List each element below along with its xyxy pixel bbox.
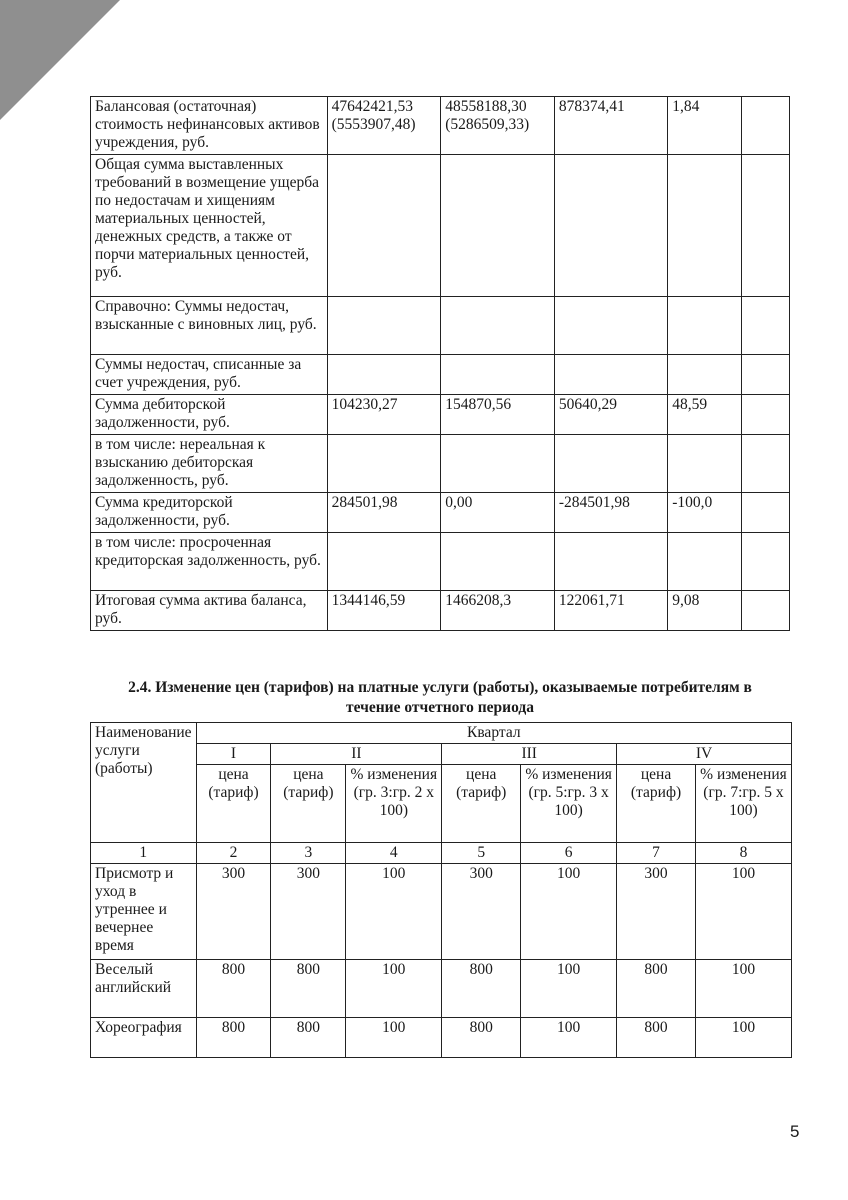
column-number: 2 [196,843,271,864]
table-row [91,395,790,435]
row-label: Справочно: Суммы недостач, взысканные с виновных лиц, руб. [91,297,328,355]
header-pct: % изменения (гр. 3:гр. 2 х 100) [346,765,442,843]
cell [668,533,742,591]
table-row [91,297,790,355]
cell: 122061,71 [554,591,667,631]
cell: 100 [521,864,617,960]
cell [441,435,555,493]
cell [327,297,441,355]
cell: 878374,41 [554,97,667,155]
cell [741,591,789,631]
cell [441,297,555,355]
cell [327,355,441,395]
header-q4: IV [617,744,792,765]
row-label: Суммы недостач, списанные за счет учреждения, руб. [91,355,328,395]
cell [741,395,789,435]
cell: 1466208,3 [441,591,555,631]
cell [554,297,667,355]
header-row [91,723,792,744]
cell: 800 [442,1018,521,1058]
table-row [91,533,790,591]
column-numbers-row [91,843,792,864]
cell: 9,08 [668,591,742,631]
page-number: 5 [790,1122,800,1141]
cell [668,435,742,493]
column-number: 5 [442,843,521,864]
row-label: Общая сумма выставленных требований в возмещение ущерба по недостачам и хищениям материальных ценностей, денежных средств, а также от порчи материальных ценностей, руб. [91,155,328,297]
header-pct: % изменения (гр. 5:гр. 3 х 100) [521,765,617,843]
cell [668,155,742,297]
cell: 0,00 [441,493,555,533]
service-name: Хореография [91,1018,197,1058]
cell: 300 [271,864,346,960]
cell [741,297,789,355]
column-number: 3 [271,843,346,864]
table-row [91,435,790,493]
row-label: Сумма дебиторской задолженности, руб. [91,395,328,435]
cell: 100 [346,864,442,960]
cell [554,155,667,297]
balance-table [90,96,790,631]
cell [741,355,789,395]
cell: 800 [196,1018,271,1058]
header-price: цена (тариф) [196,765,271,843]
row-label: Сумма кредиторской задолженности, руб. [91,493,328,533]
section-title [90,678,790,718]
row-label: в том числе: нереальная к взысканию дебиторская задолженность, руб. [91,435,328,493]
column-number: 6 [521,843,617,864]
header-row [91,765,792,843]
cell [327,533,441,591]
cell [741,97,789,155]
table-row [91,1018,792,1058]
column-number: 8 [695,843,791,864]
service-name: Присмотр и уход в утреннее и вечернее время [91,864,197,960]
table-row [91,960,792,1018]
header-q3: III [442,744,617,765]
cell [441,155,555,297]
header-price: цена (тариф) [442,765,521,843]
header-q1: I [196,744,271,765]
cell: 100 [521,960,617,1018]
cell: 100 [346,960,442,1018]
cell: 48,59 [668,395,742,435]
row-label: Итоговая сумма актива баланса, руб. [91,591,328,631]
header-service: Наименование услуги (работы) [91,723,197,843]
header-price: цена (тариф) [271,765,346,843]
cell: 300 [196,864,271,960]
table-row [91,155,790,297]
cell: -284501,98 [554,493,667,533]
cell: 48558188,30 (5286509,33) [441,97,555,155]
cell [327,435,441,493]
cell [741,435,789,493]
cell: 104230,27 [327,395,441,435]
tariff-table [90,722,792,1058]
cell: 284501,98 [327,493,441,533]
row-label: в том числе: просроченная кредиторская задолженность, руб. [91,533,328,591]
cell: 800 [617,1018,696,1058]
column-number: 7 [617,843,696,864]
cell [554,533,667,591]
cell [668,355,742,395]
table-row [91,864,792,960]
cell: 300 [442,864,521,960]
table-row [91,591,790,631]
cell: 800 [196,960,271,1018]
header-price: цена (тариф) [617,765,696,843]
column-number: 4 [346,843,442,864]
cell: 800 [271,960,346,1018]
cell: 800 [442,960,521,1018]
header-quarter: Квартал [196,723,791,744]
header-pct: % изменения (гр. 7:гр. 5 х 100) [695,765,791,843]
cell: 100 [346,1018,442,1058]
cell: 100 [521,1018,617,1058]
cell: 1,84 [668,97,742,155]
row-label: Балансовая (остаточная) стоимость нефинансовых активов учреждения, руб. [91,97,328,155]
cell: 100 [695,1018,791,1058]
cell: 100 [695,960,791,1018]
cell [441,533,555,591]
cell [327,155,441,297]
cell [554,435,667,493]
cell: 1344146,59 [327,591,441,631]
cell: 800 [271,1018,346,1058]
table-row [91,493,790,533]
cell: 800 [617,960,696,1018]
header-row [91,744,792,765]
cell [441,355,555,395]
cell: 50640,29 [554,395,667,435]
cell [668,297,742,355]
header-q2: II [271,744,442,765]
cell: 47642421,53 (5553907,48) [327,97,441,155]
cell [741,155,789,297]
cell: 300 [617,864,696,960]
column-number: 1 [91,843,197,864]
cell: 100 [695,864,791,960]
cell [741,533,789,591]
section-title-line2: течение отчетного периода [346,699,534,716]
table-row [91,355,790,395]
table-row [91,97,790,155]
cell: -100,0 [668,493,742,533]
section-title-line1: 2.4. Изменение цен (тарифов) на платные услуги (работы), оказываемые потребителям в [128,679,752,696]
cell [741,493,789,533]
cell: 154870,56 [441,395,555,435]
cell [554,355,667,395]
service-name: Веселый английский [91,960,197,1018]
